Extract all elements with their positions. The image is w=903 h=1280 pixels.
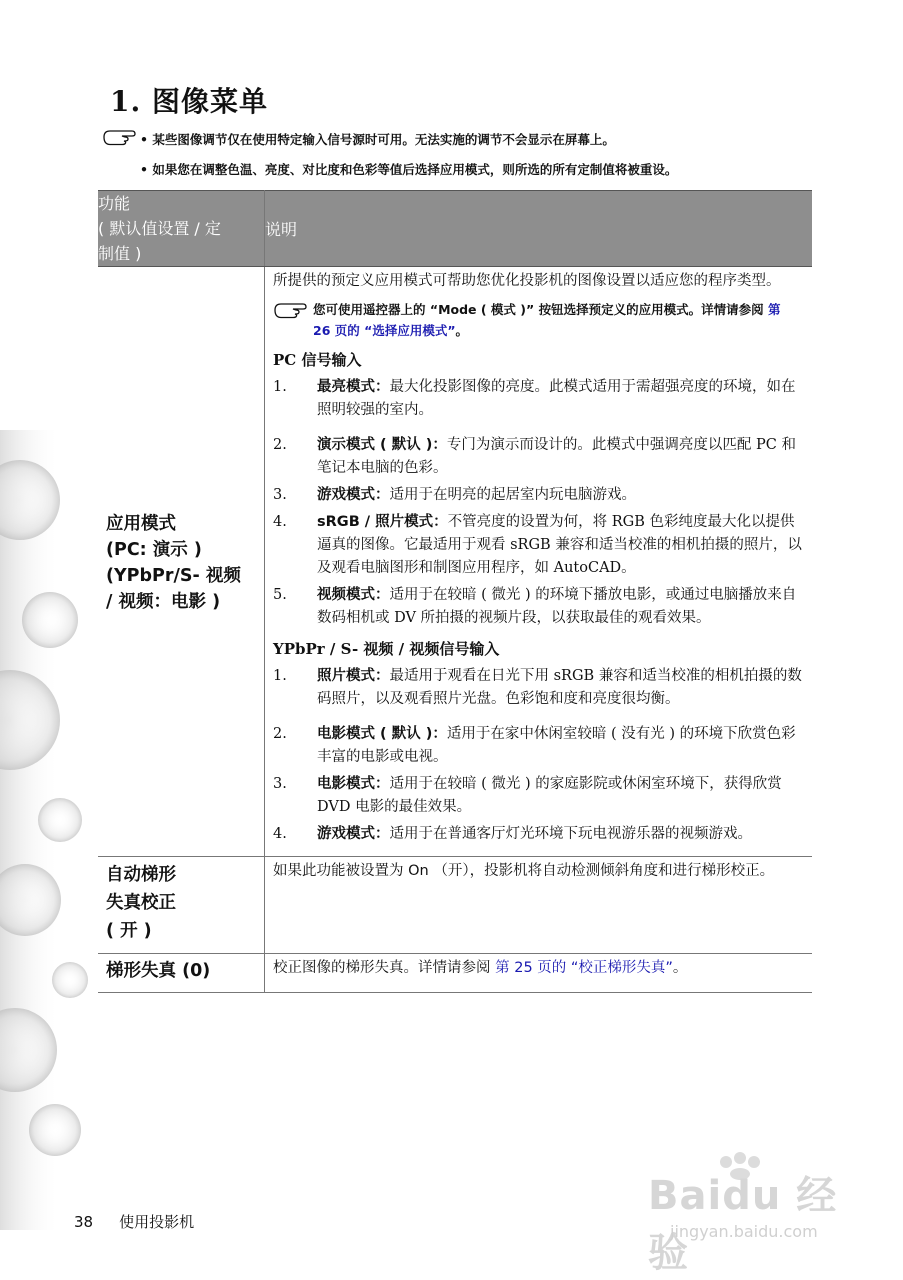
page-footer [74, 1211, 220, 1232]
footer-section: 使用投影机 [119, 1213, 195, 1231]
header-feature: 功能 ( 默认值设置 / 定 制值 ) [98, 191, 265, 267]
page-link[interactable]: 第 26 页的 “选择应用模式” [313, 302, 781, 338]
intro-text: 所提供的预定义应用模式可帮助您优化投影机的图像设置以适应您的程序类型。 [273, 273, 781, 289]
header-description: 说明 [265, 191, 813, 267]
baidu-watermark [640, 1150, 870, 1276]
inline-note: 您可使用遥控器上的 “Mode ( 模式 )” 按钮选择预定义的应用模式。详情请参阅 第 26 页的 “选择应用模式”。 [273, 299, 802, 341]
list-item: 5. 视频模式：适用于在较暗 ( 微光 ) 的环境下播放电影，或通过电脑播放来自数码相机或 DV 所拍摄的视频片段，以获取最佳的观看效果。 [273, 587, 797, 626]
list-item: 2. 演示模式 ( 默认 )：专门为演示而设计的。此模式中强调亮度以匹配 PC 和笔记本电脑的色彩。 [273, 437, 796, 476]
list-item: 1. 最亮模式：最大化投影图像的亮度。此模式适用于需超强亮度的环境，如在照明较强的室内。 [273, 379, 796, 418]
table-row [98, 267, 812, 857]
list-item: 4. sRGB / 照片模式：不管亮度的设置为何，将 RGB 色彩纯度最大化以提供逼真的图像。它最适用于观看 sRGB 兼容和适当校准的相机拍摄的照片，以及观看电脑图形和制图应用程序，如 AutoCAD。 [273, 514, 802, 576]
feature-name: 梯形失真 (0) [98, 954, 265, 993]
list-item: 4. 游戏模式：适用于在普通客厅灯光环境下玩电视游乐器的视频游戏。 [273, 826, 752, 842]
feature-description: 如果此功能被设置为 On （开），投影机将自动检测倾斜角度和进行梯形校正。 [265, 857, 813, 954]
watermark-sub: jingyan.baidu.com [670, 1222, 818, 1241]
note-line: • 某些图像调节仅在使用特定输入信号源时可用。无法实施的调节不会显示在屏幕上。 [140, 132, 615, 147]
watermark-main: Baidu 经验 [648, 1173, 838, 1276]
mode-list [273, 376, 802, 630]
feature-description [265, 267, 813, 857]
feature-name: 自动梯形 失真校正 ( 开 ) [98, 857, 265, 954]
section-title: 1. 图像菜单 [110, 85, 268, 118]
list-item: 1. 照片模式：最适用于观看在日光下用 sRGB 兼容和适当校准的相机拍摄的数码照片，以及观看照片光盘。色彩饱和度和亮度很均衡。 [273, 668, 802, 707]
group-heading: YPbPr / S- 视频 / 视频信号输入 [273, 640, 500, 658]
table-row [98, 954, 812, 993]
mode-list [273, 665, 802, 846]
list-item: 2. 电影模式 ( 默认 )：适用于在家中休闲室较暗 ( 没有光 ) 的环境下欣赏色彩丰富的电影或电视。 [273, 726, 796, 765]
list-item: 3. 电影模式：适用于在较暗 ( 微光 ) 的家庭影院或休闲室环境下，获得欣赏 DVD 电影的最佳效果。 [273, 776, 782, 815]
hand-pointer-icon [273, 301, 307, 319]
feature-name: 应用模式 (PC: 演示 ) (YPbPr/S- 视频 / 视频：电影 ) [98, 267, 265, 857]
page-number: 38 [74, 1213, 94, 1231]
feature-table [98, 190, 812, 993]
note-line: • 如果您在调整色温、亮度、对比度和色彩等值后选择应用模式，则所选的所有定制值将被重设。 [140, 162, 678, 177]
page-link[interactable]: 第 25 页的 “校正梯形失真” [495, 960, 673, 976]
hand-pointer-icon [102, 128, 136, 146]
feature-description: 校正图像的梯形失真。详情请参阅 第 25 页的 “校正梯形失真”。 [265, 954, 813, 993]
list-item: 3. 游戏模式：适用于在明亮的起居室内玩电脑游戏。 [273, 487, 636, 503]
table-row [98, 857, 812, 954]
group-heading: PC 信号输入 [273, 351, 362, 369]
